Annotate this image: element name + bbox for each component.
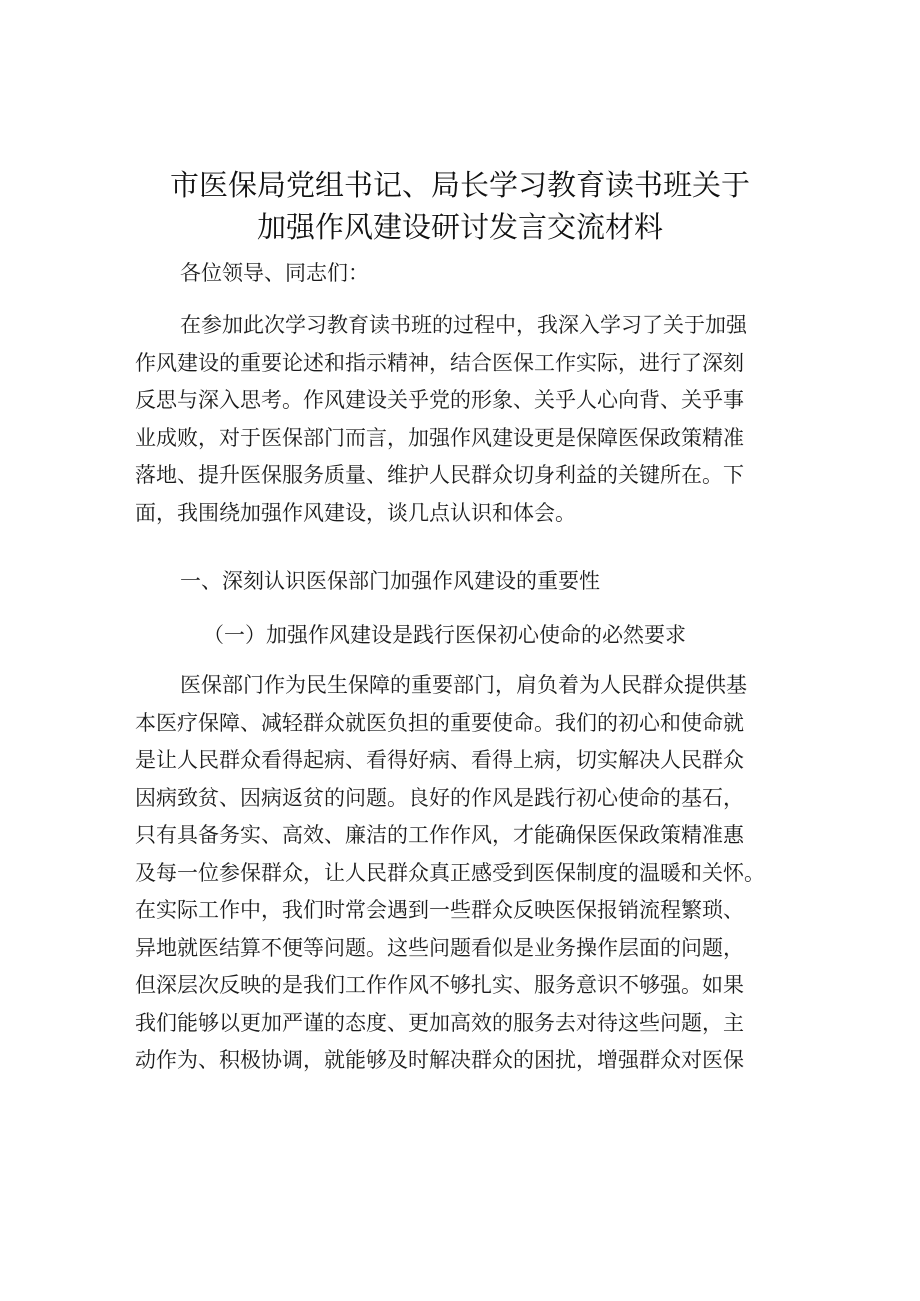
section-heading-1: 一、深刻认识医保部门加强作风建设的重要性: [180, 569, 600, 593]
subsection-heading-1: （一）加强作风建设是践行医保初心使命的必然要求: [203, 623, 686, 647]
paragraph-line: 面，我围绕加强作风建设，谈几点认识和体会。: [135, 500, 576, 525]
paragraph-line: 落地、提升医保服务质量、维护人民群众切身利益的关键所在。下: [135, 463, 744, 487]
document-title-line-2: 加强作风建设研讨发言交流材料: [256, 210, 663, 244]
paragraph-line: 是让人民群众看得起病、看得好病、看得上病，切实解决人民群众: [135, 748, 744, 772]
paragraph-line: 反思与深入思考。作风建设关乎党的形象、关乎人心向背、关乎事: [135, 388, 744, 412]
paragraph-line: 但深层次反映的是我们工作作风不够扎实、服务意识不够强。如果: [135, 973, 744, 997]
greeting: 各位领导、同志们：: [180, 261, 369, 285]
paragraph-line: 在参加此次学习教育读书班的过程中，我深入学习了关于加强: [180, 313, 747, 337]
paragraph-line: 医保部门作为民生保障的重要部门，肩负着为人民群众提供基: [180, 673, 747, 697]
document-title-line-1: 市医保局党组书记、局长学习教育读书班关于: [169, 168, 750, 202]
paragraph-line: 异地就医结算不便等问题。这些问题看似是业务操作层面的问题，: [135, 935, 744, 960]
paragraph-line: 及每一位参保群众，让人民群众真正感受到医保制度的温暖和关怀。: [135, 860, 765, 885]
paragraph-line: 业成败，对于医保部门而言，加强作风建设更是保障医保政策精准: [135, 425, 744, 450]
paragraph-intro: [135, 310, 795, 535]
paragraph-line: 因病致贫、因病返贫的问题。良好的作风是践行初心使命的基石，: [135, 785, 744, 810]
paragraph-line: 只有具备务实、高效、廉洁的工作作风，才能确保医保政策精准惠: [135, 823, 744, 847]
paragraph-section-1: [135, 670, 795, 1083]
paragraph-line: 在实际工作中，我们时常会遇到一些群众反映医保报销流程繁琐、: [135, 898, 744, 922]
paragraph-line: 作风建设的重要论述和指示精神，结合医保工作实际，进行了深刻: [135, 350, 744, 375]
paragraph-line: 本医疗保障、减轻群众就医负担的重要使命。我们的初心和使命就: [135, 710, 744, 735]
paragraph-line: 动作为、积极协调，就能够及时解决群众的困扰，增强群众对医保: [135, 1048, 744, 1072]
paragraph-line: 我们能够以更加严谨的态度、更加高效的服务去对待这些问题，主: [135, 1010, 744, 1035]
